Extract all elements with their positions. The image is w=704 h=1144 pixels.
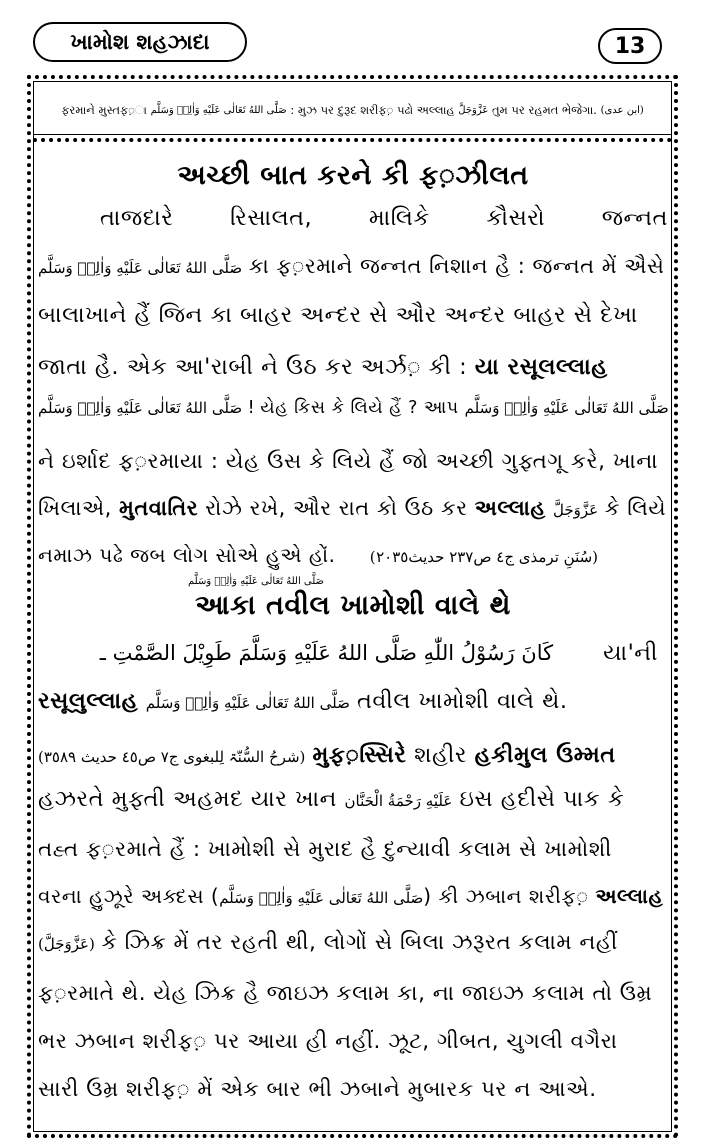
line-text: તવીલ ખામોશી વાલે થે. <box>356 688 568 714</box>
line-text: શહીર <box>414 742 468 768</box>
paragraph-line <box>100 205 668 231</box>
paragraph-line <box>38 398 668 418</box>
salawat-text: صَلَّى اللهُ تَعَالٰى عَلَيْهِ وَاٰلِهٖ وَسَلَّم <box>38 259 243 277</box>
salawat-text: صَلَّى اللهُ تَعَالٰى عَلَيْهِ وَاٰلِهٖ وَسَلَّم <box>38 399 243 417</box>
section-heading-silence: આકા તવીલ ખામોશી વાલે થે <box>195 590 511 621</box>
line-text: જાતા હૈ. એક આ'રાબી ને ઉઠ કર અર્ઝ़ કી : <box>38 354 468 380</box>
line-text: ફ़રમાતે થે. યેહ ઝિક્ર હૈ જાઇઝ કલામ કા, ના જાઇઝ કલામ તો ઉમ્ર <box>38 981 653 1006</box>
line-bold-text: મુતવાતિર <box>119 496 199 520</box>
line-bold-text: હકીમુલ ઉમ્મત <box>474 742 616 768</box>
book-title: ખામોશ શહઝાદા <box>70 29 210 54</box>
word: રિસાલત, <box>230 205 313 231</box>
blessing-text: عَلَيْهِ رَحْمَةُ الْحَنَّان <box>344 792 453 810</box>
line-text: કા ફ़રમાને જન્નત નિશાન હૈ : જન્નત મેં ઐસે <box>248 254 665 278</box>
line-bold-text: રસૂલુલ્લાહ <box>38 688 139 714</box>
saying-dotted-divider <box>33 138 672 142</box>
paragraph-line <box>38 930 668 955</box>
paragraph-line <box>38 252 668 280</box>
heading-salawat-superscript: صَلَّى اللهُ تَعَالٰى عَلَيْهِ وَاٰلِهٖ وَسَلَّم <box>188 576 325 587</box>
line-bold-text: અલ્લાહ <box>595 884 664 908</box>
line-text: કે ઝિક્ર મેં તર રહતી થી, લોગોં સે બિલા ઝરૂરત કલામ નહીં <box>101 930 618 955</box>
book-title-badge <box>33 22 247 62</box>
hadith-arabic: كَانَ رَسُوْلُ اللّٰهِ صَلَّى اللهُ عَلَيْهِ وَسَلَّمَ طَوِيْلَ الصَّمْتِ ـ <box>99 641 554 665</box>
paragraph-line <box>38 834 668 863</box>
azza-text: عَزَّوَجَلَّ <box>553 501 599 519</box>
line-text: હઝરતે મુફ્તી અહમદ યાર ખાન <box>38 786 337 812</box>
paragraph-line <box>38 1026 668 1055</box>
saying-text-2: તુમ પર રહમત ભેજેગા. <box>491 102 597 117</box>
section-heading-virtue: અચ્છી બાત કરને કી ફ़ઝીલત <box>177 160 529 191</box>
line-text: સારી ઉમ્ર શરીફ़ મેં એક બાર ભી ઝબાને મુબારક પર ન આએ. <box>38 1077 597 1102</box>
paragraph-line <box>38 350 668 381</box>
saying-divider <box>33 134 672 135</box>
line-text: નમાઝ પઢે જબ લોગ સોએ હુએ હોં. <box>38 543 336 567</box>
saying-azza: عَزَّوَجَلَّ <box>458 104 489 116</box>
paragraph-line <box>38 640 668 666</box>
line-bold-text: યા રસૂલલ્લાહ <box>474 354 608 380</box>
paragraph-line <box>38 446 668 475</box>
line-text: ! યેહ કિસ કે લિયે હૈં ? આપ <box>247 398 459 418</box>
line-text: ભર ઝબાન શરીફ़ પર આયા હી નહીં. ઝૂટ, ગીબત, ચુગલી વગૈરા <box>38 1029 618 1054</box>
line-text: તહ્ત ફ़રમાતે હૈં : ખામોશી સે મુરાદ હૈ દુન્યાવી કલામ સે ખામોશી <box>38 837 612 862</box>
saying-text: : મુઝ પર દુરૂદ શરીફ़ પઢો અલ્લાહ <box>290 102 455 117</box>
line-text: ઇસ હદીસે પાક કે <box>459 786 625 812</box>
paragraph-line <box>38 882 668 909</box>
line-text: બાલાખાને હૈં જિન કા બાહર અન્દર સે ઔર અન્દર બાહર સે દેખા <box>38 302 638 328</box>
paragraph-line <box>38 738 668 769</box>
paragraph-line <box>38 688 668 714</box>
word: તાજદારે <box>100 205 174 231</box>
line-text: રોઝે રખે, ઔર રાત કો ઉઠ કર <box>205 496 468 520</box>
salawat-text: صَلَّى اللهُ تَعَالٰى عَلَيْهِ وَاٰلِهٖ وَسَلَّم <box>464 399 669 417</box>
line-text: ) કી ઝબાન શરીફ़ <box>423 884 589 908</box>
line-text: ને ઇર્શાદ ફ़રમાયા : યેહ ઉસ કે લિયે હૈં જો અચ્છી ગુફ્તગૂ કરે, ખાના <box>38 449 659 474</box>
line-text: યા'ની <box>603 640 658 666</box>
saying-salawat: صَلَّى اللهُ تَعَالٰى عَلَيْهِ وَاٰلِهٖ وَسَلَّم <box>150 104 287 116</box>
page-number: 13 <box>614 33 646 59</box>
paragraph-line <box>38 786 668 812</box>
saying-lead: ફરમાને મુસ્તફ़ા <box>61 102 147 117</box>
reference-citation: (شرحُ السُّنّۃ لِلبغوی ج٧ ص٤٥ حدیث ٣٥٨٩) <box>38 748 306 766</box>
paragraph-line <box>38 302 668 328</box>
line-bold-text: અલ્લાહ <box>474 496 546 520</box>
line-text: ખિલાએ, <box>38 496 112 520</box>
line-bold-text: મુફ़સ્સિરે <box>312 742 407 768</box>
paragraph-line <box>38 496 668 521</box>
saying-source: (ابن عدی) <box>600 104 644 116</box>
page-number-badge <box>598 28 662 64</box>
word: માલિકે <box>368 205 430 231</box>
salawat-text: صَلَّى اللهُ تَعَالٰى عَلَيْهِ وَاٰلِهٖ وَسَلَّم <box>145 694 350 712</box>
paragraph-line <box>38 978 668 1007</box>
paragraph-line <box>38 1074 668 1103</box>
line-text: વરના હુઝૂરે અક્દસ ( <box>38 884 220 908</box>
paragraph-line <box>38 543 668 567</box>
reference-citation: (سُنَنِ ترمذی ج٤ ص٢٣٧ حدیث٢٠٣٥) <box>369 548 599 566</box>
word: કૌસરો <box>486 205 546 231</box>
salawat-text: صَلَّى اللهُ تَعَالٰى عَلَيْهِ وَاٰلِهٖ وَسَلَّم <box>219 889 424 907</box>
prophetic-saying-banner <box>33 90 672 130</box>
line-text: કે લિયે <box>604 496 667 520</box>
azza-text: (عَزَّوَجَلَّ) <box>38 935 95 953</box>
word: જન્નત <box>601 205 668 231</box>
